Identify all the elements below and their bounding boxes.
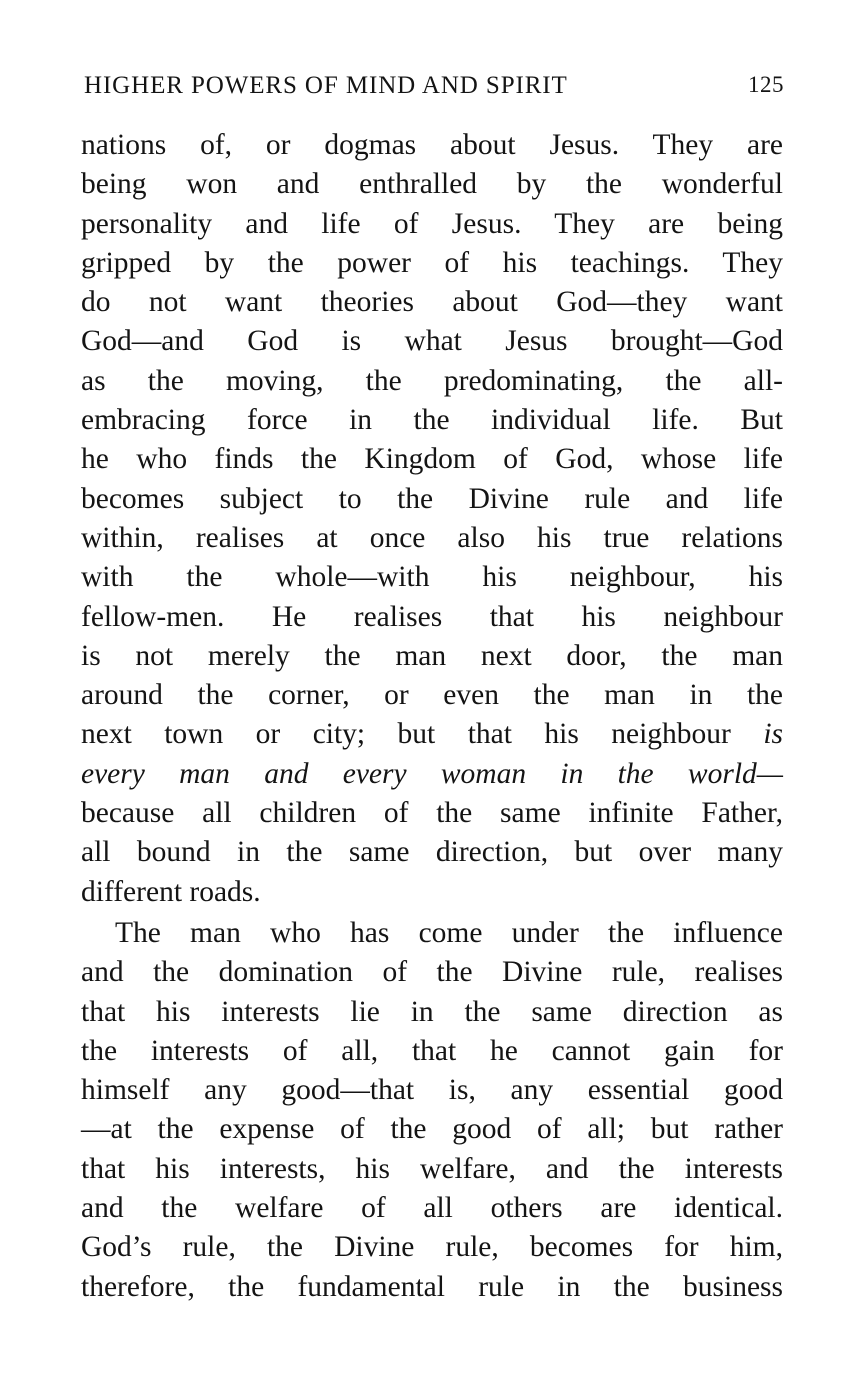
text-line: with the whole—with his neighbour, his xyxy=(81,561,783,594)
paragraph-1 xyxy=(81,126,783,912)
body-text xyxy=(81,126,783,1307)
italic-emphasis-line: every man and every woman in the world— xyxy=(81,757,783,790)
text-line: and the welfare of all others are identical. xyxy=(81,1192,783,1225)
text-line: nations of, or dogmas about Jesus. They are xyxy=(81,129,783,161)
text-line: because all children of the same infinite Father, xyxy=(81,797,783,830)
text-line: personality and life of Jesus. They are being xyxy=(81,207,783,240)
text-line: as the moving, the predominating, the all- xyxy=(81,364,783,397)
text-line: embracing force in the individual life. But xyxy=(81,404,783,437)
text-line: he who finds the Kingdom of God, whose life xyxy=(81,443,783,476)
page-number: 125 xyxy=(748,72,784,97)
text-line: therefore, the fundamental rule in the business xyxy=(81,1270,783,1303)
running-head xyxy=(84,72,784,108)
text-line: around the corner, or even the man in the xyxy=(81,679,783,712)
text-line: God’s rule, the Divine rule, becomes for him, xyxy=(81,1231,783,1264)
text-line-last: different roads. xyxy=(81,875,261,908)
running-head-title: HIGHER POWERS OF MIND AND SPIRIT xyxy=(84,72,568,99)
text-line: that his interests lie in the same direction as xyxy=(81,995,783,1028)
text-line: all bound in the same direction, but over many xyxy=(81,836,783,869)
text-line: within, realises at once also his true relations xyxy=(81,521,783,554)
text-line-roman: next town or city; but that his neighbour xyxy=(81,718,731,751)
text-line: fellow-men. He realises that his neighbour xyxy=(81,600,783,633)
text-line: himself any good—that is, any essential good xyxy=(81,1074,783,1107)
text-line: —at the expense of the good of all; but rather xyxy=(81,1113,783,1146)
text-line-mixed xyxy=(81,715,783,754)
text-line: God—and God is what Jesus brought—God xyxy=(81,325,783,358)
paragraph-2 xyxy=(81,914,783,1307)
text-line-indented: The man who has come under the influence xyxy=(115,916,783,949)
text-line: gripped by the power of his teachings. They xyxy=(81,246,783,279)
text-line: being won and enthralled by the wonderful xyxy=(81,168,783,201)
text-line: the interests of all, that he cannot gain for xyxy=(81,1034,783,1067)
text-line: is not merely the man next door, the man xyxy=(81,639,783,672)
text-line: do not want theories about God—they want xyxy=(81,286,783,319)
text-line: and the domination of the Divine rule, realises xyxy=(81,956,783,989)
text-line: becomes subject to the Divine rule and life xyxy=(81,482,783,515)
italic-emphasis: is xyxy=(763,718,783,751)
text-line: that his interests, his welfare, and the interests xyxy=(81,1152,783,1185)
